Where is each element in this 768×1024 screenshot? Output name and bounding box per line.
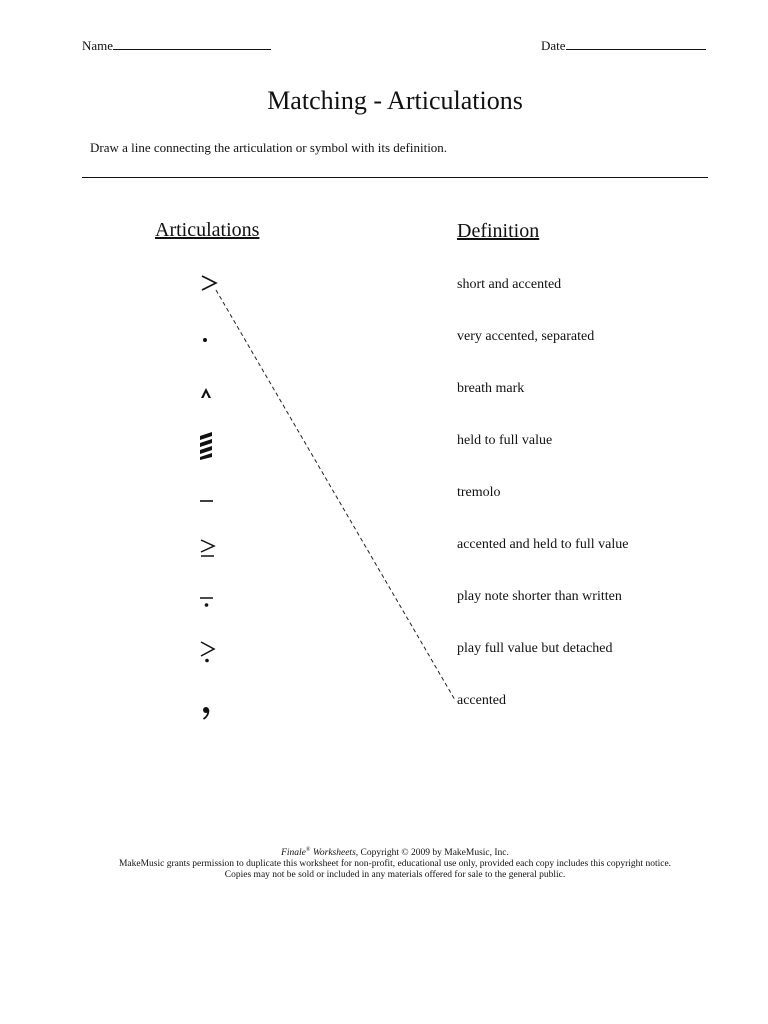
- definition-item[interactable]: accented: [457, 693, 506, 708]
- date-field[interactable]: [541, 37, 706, 54]
- footer-restriction: Copies may not be sold or included in any materials offered for sale to the general public.: [224, 870, 566, 880]
- page-title: Matching - Articulations: [267, 86, 523, 115]
- definition-item[interactable]: breath mark: [457, 381, 525, 396]
- name-field[interactable]: [82, 37, 271, 54]
- tenuto-staccato-icon[interactable]: [196, 588, 220, 612]
- definition-item[interactable]: very accented, separated: [457, 329, 595, 344]
- instructions: Draw a line connecting the articulation or symbol with its definition.: [90, 140, 448, 155]
- accent-staccato-icon[interactable]: [196, 638, 220, 662]
- date-label: Date: [541, 38, 566, 53]
- footer-brand-suffix: Worksheets: [310, 848, 356, 859]
- definition-heading: Definition: [457, 220, 540, 242]
- accent-tenuto-icon[interactable]: [196, 536, 220, 560]
- divider: [82, 177, 708, 178]
- accent-icon[interactable]: [196, 272, 220, 296]
- tremolo-icon[interactable]: [196, 430, 220, 454]
- footer-brand: Finale: [281, 848, 306, 859]
- footer-copyright-text: , Copyright © 2009 by MakeMusic, Inc.: [355, 848, 509, 859]
- definition-item[interactable]: tremolo: [457, 485, 501, 500]
- tenuto-icon[interactable]: [196, 488, 220, 512]
- footer-permission: MakeMusic grants permission to duplicate this worksheet for non-profit, educational use only, provided each copy includes this copyright notice.: [118, 859, 672, 869]
- definition-item[interactable]: short and accented: [457, 277, 562, 292]
- breath-mark-icon[interactable]: [196, 700, 220, 724]
- definition-item[interactable]: held to full value: [457, 433, 553, 448]
- name-label: Name: [82, 38, 114, 53]
- definition-item[interactable]: play note shorter than written: [457, 589, 622, 604]
- marcato-icon[interactable]: [196, 380, 220, 404]
- definition-item[interactable]: accented and held to full value: [457, 537, 629, 552]
- name-blank[interactable]: [113, 37, 271, 50]
- articulations-heading: Articulations: [155, 219, 260, 241]
- definition-item[interactable]: play full value but detached: [457, 641, 613, 656]
- footer-copyright: Finale® Worksheets, Copyright © 2009 by MakeMusic, Inc.: [281, 847, 509, 859]
- staccato-icon[interactable]: [196, 328, 220, 352]
- date-blank[interactable]: [566, 37, 706, 50]
